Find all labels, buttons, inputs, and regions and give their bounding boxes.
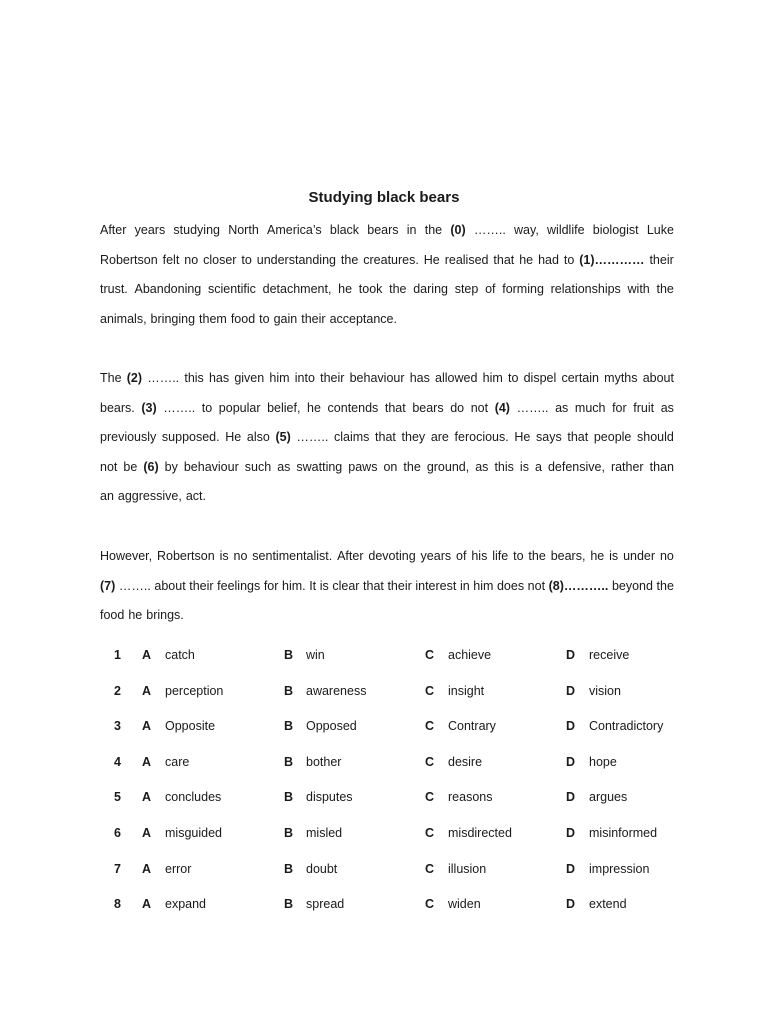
word: their xyxy=(387,578,412,593)
question-row xyxy=(0,712,768,748)
word: to xyxy=(241,252,252,267)
option-word: Opposed xyxy=(306,719,357,734)
word: feelings xyxy=(217,578,261,593)
option-word: error xyxy=(165,861,192,876)
option-word: misguided xyxy=(165,825,222,840)
question-number: 6 xyxy=(114,825,121,840)
option-letter: A xyxy=(142,683,152,698)
word: their xyxy=(189,578,214,593)
word: says xyxy=(536,430,562,444)
word: previously xyxy=(100,430,157,444)
option-letter: B xyxy=(284,790,294,805)
word: …….. xyxy=(473,223,506,237)
word: the xyxy=(389,282,407,296)
word: he xyxy=(338,282,353,296)
option-letter: D xyxy=(566,719,576,734)
word: certain xyxy=(561,371,599,385)
word: that xyxy=(384,400,406,415)
option-letter: D xyxy=(566,754,576,769)
word: rather xyxy=(610,459,644,474)
word: bears. xyxy=(100,400,135,415)
word: the xyxy=(528,549,546,563)
word: (4) xyxy=(494,400,510,415)
option-word: perception xyxy=(165,683,224,698)
paragraph-3 xyxy=(100,542,674,631)
word: wildlife xyxy=(547,223,585,237)
word: Abandoning xyxy=(134,282,202,296)
option-word: Opposite xyxy=(165,719,216,734)
word: is xyxy=(319,578,329,593)
paragraph-2 xyxy=(100,364,674,512)
word: with xyxy=(627,282,650,296)
word: (0) xyxy=(450,223,466,237)
word: belief, xyxy=(267,400,301,415)
word: them xyxy=(199,311,227,326)
word: (6) xyxy=(143,459,159,474)
option-letter: C xyxy=(425,719,435,734)
word: myths xyxy=(604,371,638,385)
option-letter: C xyxy=(425,754,435,769)
word: beyond xyxy=(611,578,653,593)
question-number: 4 xyxy=(114,754,121,769)
word: their xyxy=(649,252,674,267)
word: for xyxy=(612,400,627,415)
word: allowed xyxy=(435,371,478,385)
text-line xyxy=(100,364,674,394)
word: life xyxy=(492,549,509,563)
word: him xyxy=(269,371,290,385)
option-word: catch xyxy=(165,648,195,662)
word: by xyxy=(164,459,178,474)
word: (5) xyxy=(275,430,291,444)
word: as xyxy=(277,459,291,474)
option-word: reasons xyxy=(448,790,493,805)
word: ground, xyxy=(426,459,470,474)
word: in xyxy=(406,223,417,237)
word: be xyxy=(123,459,138,474)
option-word: concludes xyxy=(165,790,222,805)
word: the xyxy=(403,459,421,474)
option-word: widen xyxy=(448,897,481,912)
option-letter: B xyxy=(284,648,294,662)
word: food xyxy=(100,608,125,622)
word: behaviour xyxy=(183,459,239,474)
word: forming xyxy=(502,282,544,296)
word: about xyxy=(642,371,674,385)
word: clear xyxy=(332,578,360,593)
option-letter: A xyxy=(142,825,152,840)
word: The xyxy=(100,371,122,385)
text-line xyxy=(100,601,674,631)
word: the xyxy=(656,578,674,593)
word: defensive, xyxy=(547,459,605,474)
word: (2) xyxy=(126,371,143,385)
word: bears, xyxy=(550,549,586,563)
word: has xyxy=(208,371,230,385)
option-word: misdirected xyxy=(448,825,512,840)
word: (8)……….. xyxy=(548,578,609,593)
option-word: disputes xyxy=(306,790,353,805)
word: relationships xyxy=(550,282,621,296)
word: not xyxy=(470,400,489,415)
word: He xyxy=(225,430,242,444)
word: had xyxy=(538,252,559,267)
word: has xyxy=(409,371,430,385)
word: are xyxy=(430,430,449,444)
text-line xyxy=(100,275,674,305)
word: such xyxy=(244,459,272,474)
option-word: extend xyxy=(589,897,627,912)
question-number: 8 xyxy=(114,897,121,912)
word: on xyxy=(383,459,398,474)
word: their xyxy=(301,311,326,326)
word: behaviour xyxy=(349,371,405,385)
question-row xyxy=(0,641,768,677)
word: black xyxy=(329,223,360,237)
word: is xyxy=(609,549,619,563)
word: years xyxy=(134,223,166,237)
word: that xyxy=(375,430,396,444)
option-word: misled xyxy=(306,825,343,840)
option-letter: A xyxy=(142,719,152,734)
option-letter: D xyxy=(566,861,576,876)
word: …….. xyxy=(516,400,549,415)
word: gain xyxy=(273,311,298,326)
option-word: Contradictory xyxy=(589,719,664,734)
word: a xyxy=(534,459,542,474)
word: After xyxy=(337,549,364,563)
word: that xyxy=(567,430,589,444)
option-word: impression xyxy=(589,861,650,876)
question-number: 2 xyxy=(114,683,121,698)
word: of xyxy=(485,282,496,296)
word: the xyxy=(656,282,674,296)
question-row xyxy=(0,819,768,855)
option-letter: A xyxy=(142,648,152,662)
word: daring xyxy=(413,282,448,296)
word: no xyxy=(233,549,248,563)
word: as xyxy=(660,400,674,415)
option-letter: D xyxy=(566,897,576,912)
word: He xyxy=(423,252,440,267)
paragraph-1 xyxy=(100,216,674,334)
word: interest xyxy=(415,578,457,593)
word: bears xyxy=(367,223,399,237)
text-line xyxy=(100,394,674,424)
word: …….. xyxy=(147,371,180,385)
option-word: expand xyxy=(165,897,207,912)
option-letter: C xyxy=(425,825,435,840)
word: do xyxy=(450,400,465,415)
option-letter: C xyxy=(425,683,435,698)
option-letter: B xyxy=(284,754,294,769)
question-row xyxy=(0,748,768,784)
word: he xyxy=(307,400,321,415)
option-letter: D xyxy=(566,790,576,805)
word: ferocious. xyxy=(454,430,509,444)
word: sentimentalist. xyxy=(252,549,333,563)
option-word: illusion xyxy=(448,861,487,876)
text-line xyxy=(100,482,674,512)
word: to xyxy=(507,371,519,385)
option-letter: C xyxy=(425,790,435,805)
word: his xyxy=(471,549,488,563)
option-letter: D xyxy=(566,683,576,698)
word: about xyxy=(154,578,186,593)
word: the xyxy=(340,252,359,267)
option-letter: B xyxy=(284,897,294,912)
word: bringing xyxy=(150,311,196,326)
word: no xyxy=(184,252,199,267)
word: It xyxy=(309,578,317,593)
word: swatting xyxy=(296,459,343,474)
option-letter: B xyxy=(284,861,294,876)
question-row xyxy=(0,890,768,926)
question-number: 1 xyxy=(114,648,121,662)
text-line xyxy=(100,453,674,483)
word: supposed. xyxy=(161,430,220,444)
word: fruit xyxy=(633,400,655,415)
option-word: hope xyxy=(589,754,617,769)
word: much xyxy=(574,400,606,415)
word: North xyxy=(228,223,259,237)
text-line xyxy=(100,246,674,276)
option-word: win xyxy=(306,648,325,662)
option-word: Contrary xyxy=(448,719,496,734)
option-word: awareness xyxy=(306,683,367,698)
word: their xyxy=(320,371,345,385)
word: in xyxy=(459,578,470,593)
word: way, xyxy=(514,223,539,237)
option-word: doubt xyxy=(306,861,338,876)
word: aggressive, xyxy=(117,489,182,503)
option-word: desire xyxy=(448,754,483,769)
word: of xyxy=(456,549,467,563)
word: …….. xyxy=(163,400,196,415)
word: animals, xyxy=(100,311,147,326)
option-word: argues xyxy=(589,790,628,805)
word: does xyxy=(496,578,525,593)
word: popular xyxy=(218,400,261,415)
word: that xyxy=(493,252,515,267)
word: is xyxy=(519,459,529,474)
word: to xyxy=(563,252,575,267)
option-letter: A xyxy=(142,897,152,912)
word: as xyxy=(555,400,569,415)
word: (1)………… xyxy=(579,252,645,267)
word: dispel xyxy=(523,371,557,385)
word: Robertson xyxy=(157,549,215,563)
word: not xyxy=(527,578,546,593)
option-letter: B xyxy=(284,719,294,734)
option-word: achieve xyxy=(448,648,492,662)
word: However, xyxy=(100,549,153,563)
word: took xyxy=(358,282,383,296)
word: step xyxy=(454,282,479,296)
option-letter: A xyxy=(142,861,152,876)
word: Robertson xyxy=(100,252,158,267)
word: him xyxy=(482,371,503,385)
word: act. xyxy=(185,489,206,503)
word: they xyxy=(401,430,426,444)
word: not xyxy=(100,459,118,474)
word: an xyxy=(100,489,114,503)
word: under xyxy=(623,549,656,563)
word: people xyxy=(593,430,632,444)
word: him. xyxy=(282,578,306,593)
word: scientific xyxy=(207,282,256,296)
word: biologist xyxy=(592,223,639,237)
option-letter: C xyxy=(425,897,435,912)
word: this xyxy=(184,371,204,385)
question-number: 3 xyxy=(114,719,121,734)
word: felt xyxy=(162,252,180,267)
text-line xyxy=(100,542,674,572)
word: also xyxy=(246,430,270,444)
option-word: insight xyxy=(448,683,485,698)
text-line xyxy=(100,305,674,335)
text-line xyxy=(100,423,674,453)
option-word: receive xyxy=(589,648,630,662)
text-line xyxy=(100,572,674,602)
word: this xyxy=(494,459,514,474)
word: After xyxy=(100,223,127,237)
question-row xyxy=(0,677,768,713)
word: creatures. xyxy=(363,252,419,267)
option-letter: A xyxy=(142,754,152,769)
text-line xyxy=(100,216,674,246)
word: should xyxy=(637,430,674,444)
option-word: misinformed xyxy=(589,825,658,840)
word: bears xyxy=(412,400,444,415)
word: brings. xyxy=(146,608,184,622)
word: trust. xyxy=(100,282,128,296)
question-number: 5 xyxy=(114,790,121,805)
word: years xyxy=(420,549,452,563)
document-title: Studying black bears xyxy=(308,189,460,206)
word: food xyxy=(230,311,256,326)
option-letter: A xyxy=(142,790,152,805)
option-word: spread xyxy=(306,897,345,912)
word: …….. xyxy=(296,430,329,444)
word: to xyxy=(201,400,213,415)
word: is xyxy=(219,549,229,563)
option-letter: D xyxy=(566,648,576,662)
word: into xyxy=(294,371,315,385)
option-word: bother xyxy=(306,754,342,769)
word: for xyxy=(263,578,279,593)
word: America’s xyxy=(267,223,322,237)
word: realised xyxy=(444,252,489,267)
word: paws xyxy=(348,459,378,474)
word: the xyxy=(424,223,443,237)
word: he xyxy=(519,252,534,267)
option-word: vision xyxy=(589,683,621,698)
word: than xyxy=(649,459,674,474)
word: he xyxy=(128,608,143,622)
word: no xyxy=(659,549,674,563)
word: he xyxy=(590,549,605,563)
answer-options xyxy=(0,641,768,926)
word: (7) xyxy=(100,578,116,593)
word: him xyxy=(473,578,494,593)
word: to xyxy=(259,311,270,326)
word: …….. xyxy=(118,578,151,593)
word: devoting xyxy=(368,549,416,563)
word: given xyxy=(234,371,265,385)
word: contends xyxy=(327,400,379,415)
word: claims xyxy=(333,430,370,444)
option-letter: B xyxy=(284,825,294,840)
word: (3) xyxy=(141,400,157,415)
word: detachment, xyxy=(262,282,332,296)
option-letter: C xyxy=(425,861,435,876)
question-row xyxy=(0,783,768,819)
word: Luke xyxy=(646,223,674,237)
word: studying xyxy=(173,223,220,237)
word: understanding xyxy=(256,252,336,267)
word: He xyxy=(514,430,531,444)
option-letter: C xyxy=(425,648,435,662)
option-letter: B xyxy=(284,683,294,698)
word: closer xyxy=(203,252,237,267)
word: that xyxy=(363,578,384,593)
word: as xyxy=(475,459,489,474)
question-number: 7 xyxy=(114,861,121,876)
option-letter: D xyxy=(566,825,576,840)
word: acceptance. xyxy=(329,311,397,326)
word: to xyxy=(513,549,524,563)
question-row xyxy=(0,855,768,891)
option-word: care xyxy=(165,754,190,769)
